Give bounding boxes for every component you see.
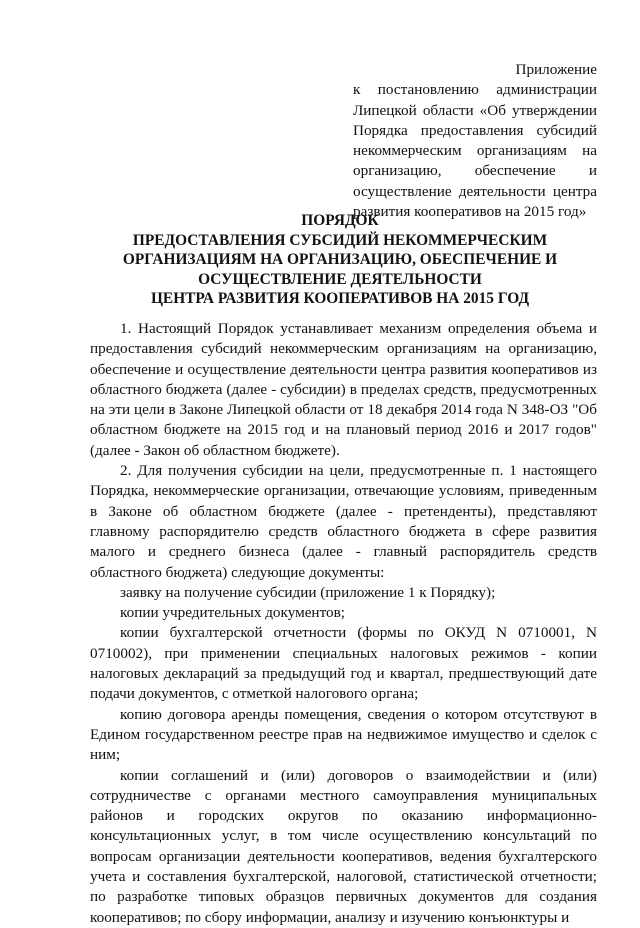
document-heading — [90, 211, 590, 309]
heading-line: ЦЕНТРА РАЗВИТИЯ КООПЕРАТИВОВ НА 2015 ГОД — [150, 290, 530, 308]
annex-text: к постановлению администрации Липецкой области «Об утверждении Порядка предоставления субсидий некоммерческим организациям на организацию, обеспечение и осуществление деятельности центра развития кооперативов на 2015 год» — [353, 81, 597, 221]
heading-line: ПОРЯДОК — [301, 212, 379, 229]
list-item: копии соглашений и (или) договоров о взаимодействии и (или) сотрудничестве с органами местного самоуправления муниципальных районов и городских округов по оказанию информационно-консультационных услуг, в том числе осуществлению консультаций по вопросам организации деятельности кооперативов, ведения бухгалтерского учета и составления бухгалтерской, налоговой, статистической отчетности; по разработке типовых образцов первичных документов для создания кооперативов; по сбору информации, анализу и изучению конъюнктуры и — [90, 766, 597, 926]
heading-line: ОСУЩЕСТВЛЕНИЕ ДЕЯТЕЛЬНОСТИ — [198, 270, 482, 288]
document-body — [90, 319, 597, 928]
annex-block — [353, 60, 597, 222]
paragraph-1: 1. Настоящий Порядок устанавливает механизм определения объема и предоставления субсидий некоммерческим организациям на организацию, обеспечение и осуществление деятельности центра развития кооперативов из областного бюджета (далее - субсидии) в пределах средств, предусмотренных на эти цели в Законе Липецкой области от 18 декабря 2014 года N 348-ОЗ "Об областном бюджете на 2015 год и на плановый период 2016 и 2017 годов" (далее - Закон об областном бюджете). — [90, 320, 597, 459]
list-item: копию договора аренды помещения, сведения о котором отсутствуют в Едином государственном реестре прав на недвижимое имущество и сделок с ним; — [90, 705, 597, 764]
list-item: копии учредительных документов; — [120, 604, 345, 622]
list-item: заявку на получение субсидии (приложение 1 к Порядку); — [120, 583, 496, 601]
paragraph-2: 2. Для получения субсидии на цели, предусмотренные п. 1 настоящего Порядка, некоммерческие организации, отвечающие условиям, приведенным в Законе об областном бюджете (далее - претенденты), представляют главному распорядителю средств областного бюджета в сфере развития малого и среднего бизнеса (далее - главный распорядитель средств областного бюджета) следующие документы: — [90, 462, 597, 581]
heading-line: ПРЕДОСТАВЛЕНИЯ СУБСИДИЙ НЕКОММЕРЧЕСКИМ — [132, 231, 548, 249]
heading-line: ОРГАНИЗАЦИЯМ НА ОРГАНИЗАЦИЮ, ОБЕСПЕЧЕНИЕ И — [122, 251, 558, 269]
annex-title: Приложение — [515, 61, 597, 78]
list-item: копии бухгалтерской отчетности (формы по ОКУД N 0710001, N 0710002), при применении специальных налоговых режимов - копии налоговых деклараций за предыдущий год и квартал, предшествующий дате подачи документов, с отметкой налогового органа; — [90, 624, 597, 703]
